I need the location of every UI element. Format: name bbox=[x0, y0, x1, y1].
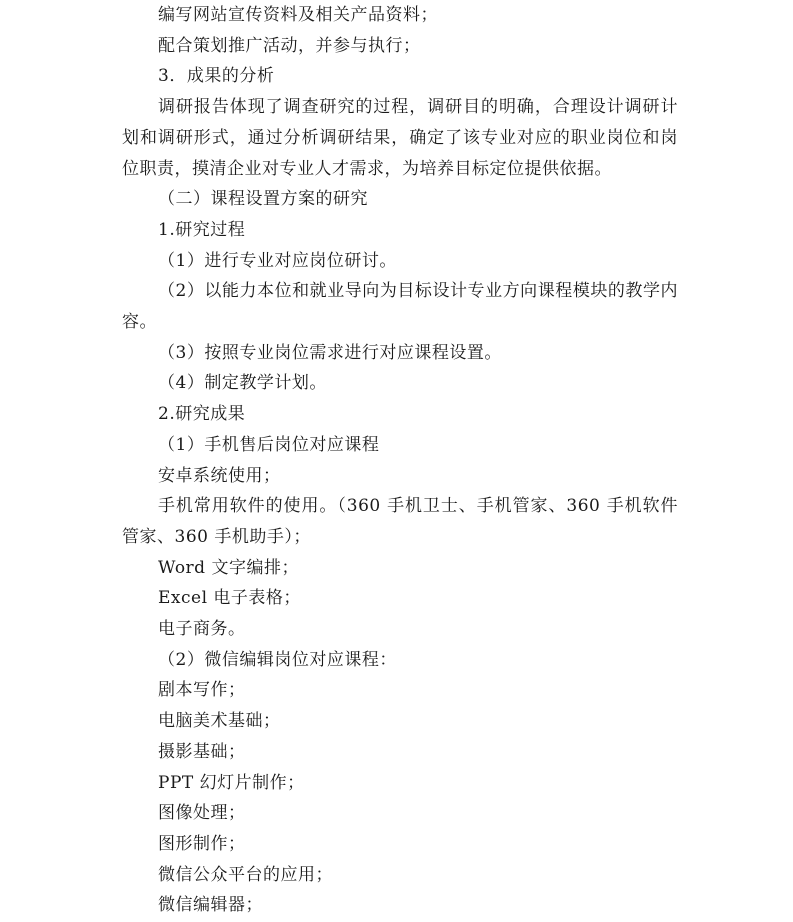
course-item: 手机常用软件的使用。（360 手机卫士、手机管家、360 手机软件管家、360 手机助手）； bbox=[122, 496, 678, 547]
paragraph-2: 配合策划推广活动，并参与执行； bbox=[158, 35, 421, 56]
list-item-1: （1）进行专业对应岗位研讨。 bbox=[158, 250, 397, 271]
course-item: 电脑美术基础； bbox=[158, 711, 281, 732]
list-item-4: （4）制定教学计划。 bbox=[158, 373, 327, 394]
course-item: 微信公众平台的应用； bbox=[158, 864, 333, 885]
results-item-1: （1）手机售后岗位对应课程 bbox=[158, 434, 380, 455]
paragraph-analysis: 调研报告体现了调查研究的过程，调研目的明确，合理设计调研计划和调研形式，通过分析调研结果，确定了该专业对应的职业岗位和岗位职责，摸清企业对专业人才需求，为培养目标定位提供依据。 bbox=[122, 97, 678, 179]
section-heading-2: （二）课程设置方案的研究 bbox=[158, 189, 368, 210]
list-item-3: （3）按照专业岗位需求进行对应课程设置。 bbox=[158, 342, 502, 363]
course-item: 电子商务。 bbox=[158, 619, 246, 640]
section-heading-3: 3．成果的分析 bbox=[158, 66, 275, 87]
course-item: PPT 幻灯片制作； bbox=[158, 772, 305, 793]
subheading-process: 1.研究过程 bbox=[158, 219, 246, 240]
course-item: 微信编辑器； bbox=[158, 895, 263, 916]
course-item: 安卓系统使用； bbox=[158, 465, 281, 486]
results-item-2: （2）微信编辑岗位对应课程： bbox=[158, 649, 397, 670]
paragraph-1: 编写网站宣传资料及相关产品资料； bbox=[158, 5, 438, 25]
course-item: Excel 电子表格； bbox=[158, 588, 301, 609]
course-item: 剧本写作； bbox=[158, 680, 246, 701]
course-item: 图像处理； bbox=[158, 803, 246, 824]
course-item: Word 文字编排； bbox=[158, 557, 299, 578]
course-item: 摄影基础； bbox=[158, 741, 246, 762]
list-item-2: （2）以能力本位和就业导向为目标设计专业方向课程模块的教学内容。 bbox=[122, 281, 678, 333]
course-item: 图形制作； bbox=[158, 833, 246, 854]
document-body bbox=[122, 0, 678, 921]
subheading-results: 2.研究成果 bbox=[158, 404, 246, 425]
